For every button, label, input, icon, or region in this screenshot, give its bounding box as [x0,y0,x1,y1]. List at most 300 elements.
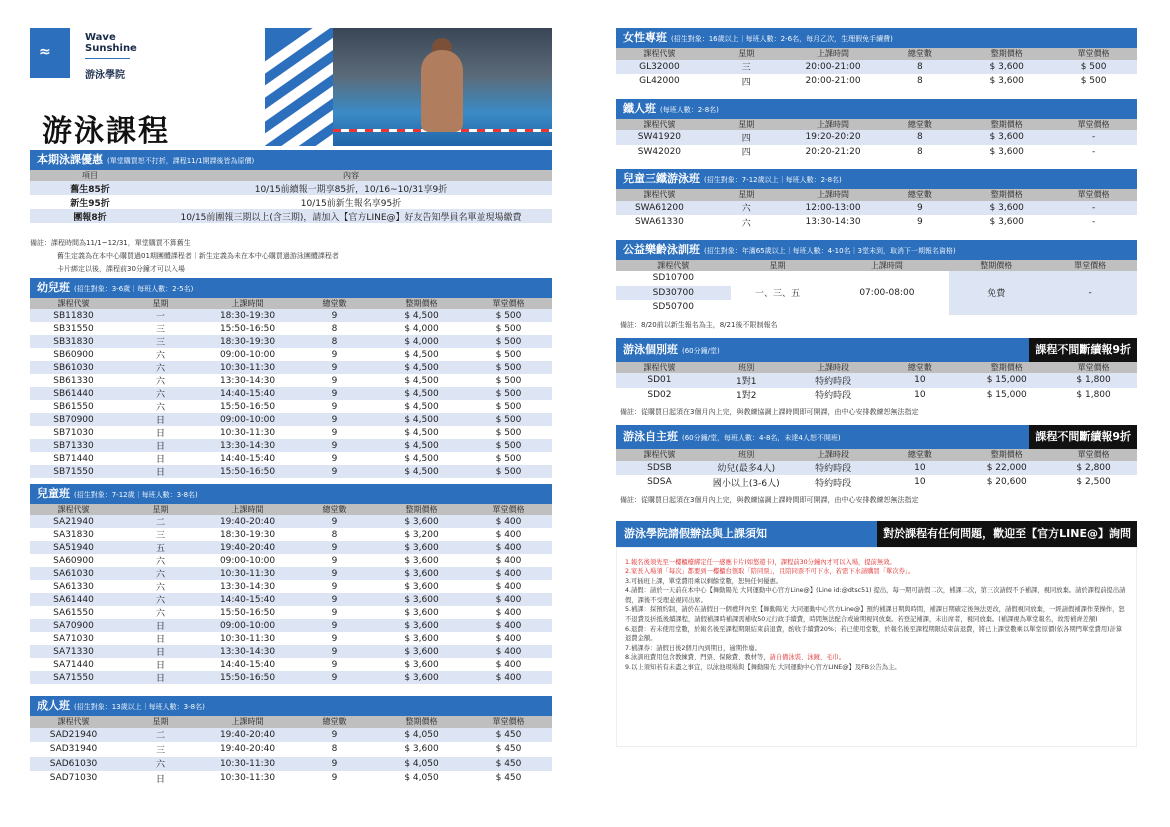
cell: $ 4,500 [378,361,465,374]
table-row [616,130,1137,145]
col-header: 單堂價格 [465,504,552,515]
rule-item: 9.以上須知若有未盡之事宜，以泳池現場與【舞動陽光 大同運動中心官方LINE@】及FB公告為主。 [625,664,901,672]
col-header: 星期 [703,48,790,60]
col-header: 總堂數 [876,189,963,201]
cell: 10:30-11:30 [219,427,276,438]
cell: $ 500 [465,387,552,400]
col-header: 總堂數 [876,48,963,60]
cell: 10 [914,477,926,488]
cell: 一、三、五 [731,271,825,315]
cell: 六 [117,361,204,374]
header [30,28,552,149]
cell: 特約時段 [815,391,852,402]
col-header: 整期價格 [963,189,1050,201]
kids-header [30,278,552,298]
promo-note: 舊生定義為在本中心購買過01期團體課程者｜新生定義為未在本中心購買過游泳團體課程者 [57,252,339,260]
cell: 9 [291,361,378,374]
cell: 10 [876,461,963,476]
wave-logo-icon: ≈ [30,28,70,78]
cell: 13:30-14:30 [219,375,276,386]
cell: $ 500 [1050,60,1137,75]
cell: 15:50-16:50 [219,607,276,618]
cell: $ 500 [465,335,552,348]
private-title: 游泳個別班 [623,342,678,356]
cell: $ 15,000 [986,389,1027,400]
cell: 六 [741,218,751,229]
cell: $ 3,600 [963,201,1050,216]
col-header: 總堂數 [876,119,963,131]
cell: SW41920 [616,130,703,145]
private-table [616,362,1137,403]
cell: 三 [155,325,165,335]
cell: 9 [291,309,378,322]
brand-name [85,32,137,54]
cell: 新生95折 [70,198,110,209]
tri-title: 兒童三鐵游泳班 [623,172,700,185]
col-header: 課程代號 [616,48,703,60]
cell: 三 [117,335,204,348]
cell: $ 4,500 [404,401,439,412]
cell: 9 [331,401,338,412]
cell: $ 4,500 [378,465,465,478]
cell: - [1050,201,1137,216]
table-row [30,309,552,322]
cell: 9 [291,567,378,580]
cell: 二 [117,728,204,743]
cell: SDSB [616,461,703,476]
cell: $ 1,800 [1050,373,1137,388]
cell: SA61550 [53,607,94,618]
table-row [30,374,552,387]
cell: $ 15,000 [963,373,1050,388]
col-header: 整期價格 [378,504,465,515]
table-row [30,567,552,580]
table-row [30,658,552,671]
cell: $ 3,600 [404,659,439,670]
cell: 9 [331,773,338,784]
cell: $ 4,000 [378,335,465,348]
kids-title: 幼兒班 [37,281,70,294]
cell: 日 [117,645,204,658]
cell: 1對1 [703,373,790,388]
adult-header [30,696,552,716]
independent-table [616,449,1137,490]
cell: SD50700 [616,300,731,315]
cell: $ 4,500 [378,439,465,452]
cell: SA21940 [30,515,117,528]
cell: 日 [155,635,165,645]
cell: 日 [155,455,165,465]
cell: $ 4,500 [404,375,439,386]
women-table [616,48,1137,89]
col-header: 上課時間 [204,504,291,515]
cell: $ 4,500 [378,413,465,426]
cell: $ 400 [465,671,552,684]
private-header [616,338,1137,362]
cell: $ 1,800 [1076,389,1111,400]
cell: 10/15前新生報名享95折 [300,198,402,209]
cell: SDSA [647,477,672,488]
cell: 10:30-11:30 [204,567,291,580]
tri-table [616,189,1137,230]
independent-subtitle: (60分鐘/堂，每班人數：4-8名，未達4人恕不開班) [682,434,841,442]
cell: $ 500 [495,453,522,464]
cell: 舊生85折 [30,181,150,195]
cell: 9 [291,465,378,478]
cell: 09:00-10:00 [219,555,276,566]
cell: SB71440 [53,453,94,464]
cell: 9 [917,217,923,228]
col-header: 單堂價格 [1050,362,1137,374]
promo-header [30,150,552,170]
col-header: 星期 [703,189,790,201]
cell: 幼兒(最多4人) [703,461,790,476]
women-header [616,28,1137,48]
rules-title: 游泳學院請假辦法與上課須知 [624,526,767,540]
col-header: 整期價格 [963,48,1050,60]
col-header: 星期 [703,119,790,131]
cell: 9 [291,515,378,528]
cell: 四 [741,148,751,159]
cell: 19:40-20:40 [204,515,291,528]
promo-note: 備註：課程時間為11/1~12/31，單堂購買不算舊生 [30,239,191,247]
cell: SB60900 [53,349,94,360]
cell: $ 4,500 [378,309,465,322]
children-subtitle: (招生對象：7-12歲｜每班人數：3-8名) [74,491,198,499]
cell: 10 [914,389,926,400]
col-header: 整期價格 [378,716,465,728]
cell: 10:30-11:30 [219,773,276,784]
children-table [30,504,552,684]
cell: 13:30-14:30 [204,645,291,658]
cell: 18:30-19:30 [204,309,291,322]
cell: 日 [155,429,165,439]
cell: 13:30-14:30 [219,581,276,592]
promo-title: 本期泳課優惠 [37,153,103,166]
cell: $ 450 [495,773,522,784]
cell: $ 3,600 [963,130,1050,145]
cell: $ 500 [465,465,552,478]
right-page [616,28,1137,800]
cell: $ 2,800 [1050,461,1137,476]
cell: SA71030 [53,633,94,644]
table-row [616,74,1137,89]
senior-note: 備註：8/20前以新生報名為主，8/21後不限制報名 [620,320,778,329]
adult-subtitle: (招生對象：13歲以上｜每班人數：3-8名) [74,703,205,711]
tri-header [616,169,1137,189]
cell: 14:40-15:40 [219,453,276,464]
cell: SD01 [616,373,703,388]
cell: 日 [155,661,165,671]
table-row [30,465,552,478]
rule-item-highlight: 請自備泳裝、泳鏡、毛巾。 [769,654,846,662]
cell: 特約時段 [790,461,877,476]
col-header: 單堂價格 [465,298,552,309]
cell: 9 [291,619,378,632]
swimmer-photo [333,28,552,146]
cell: $ 500 [465,413,552,426]
cell: 六 [703,201,790,216]
cell: $ 400 [495,581,522,592]
cell: SA61330 [53,581,94,592]
cell: 10/15前續報一期享85折，10/16~10/31享9折 [150,181,552,195]
cell: $ 3,600 [378,671,465,684]
brand-line2: Sunshine [85,43,137,54]
cell: 9 [291,671,378,684]
independent-tag: 課程不間斷續報9折 [1029,425,1137,449]
cell: 09:00-10:00 [204,413,291,426]
cell: 10:30-11:30 [204,361,291,374]
table-row [30,413,552,426]
cell: 日 [117,619,204,632]
cell: 19:40-20:40 [204,728,291,743]
cell: 三 [703,60,790,75]
table-row [30,400,552,413]
cell: 日 [117,465,204,478]
col-header: 整期價格 [963,119,1050,131]
table-row [30,554,552,567]
cell: 二 [117,515,204,528]
table-row [30,541,552,554]
cell: 8 [917,76,923,87]
cell: SA51940 [30,541,117,554]
cell: 六 [155,557,165,567]
col-header: 單堂價格 [465,716,552,728]
cell: 9 [331,349,338,360]
cell: $ 400 [465,593,552,606]
kids-table [30,298,552,478]
cell: $ 20,600 [986,477,1027,488]
table-row [30,335,552,348]
col-header: 課程代號 [30,504,117,515]
col-header: 整期價格 [949,260,1043,272]
cell: SB61550 [53,401,94,412]
cell: 19:40-20:40 [204,541,291,554]
col-header: 總堂數 [291,504,378,515]
iron-table [616,119,1137,160]
cell: 12:00-13:00 [790,201,877,216]
cell: 六 [155,583,165,593]
col-header: 單堂價格 [1050,119,1137,131]
cell: 特約時段 [815,478,852,489]
cell: $ 3,600 [378,567,465,580]
col-header: 總堂數 [876,362,963,374]
cell: $ 400 [465,541,552,554]
table-row [30,439,552,452]
independent-note: 備註：從購買日起須在3個月內上完，與教練協調上課時間即可開課，由中心安排教練恕無法指定 [620,495,919,504]
senior-table [616,260,1137,315]
cell: 五 [117,541,204,554]
cell: SWA61330 [634,217,684,228]
cell: SB70900 [30,413,117,426]
cell: $ 400 [465,567,552,580]
cell: SA31830 [53,529,94,540]
independent-header [616,425,1137,449]
cell: SB61330 [53,375,94,386]
cell: SA60900 [53,555,94,566]
cell: $ 4,050 [378,757,465,772]
col-header: 課程代號 [30,716,117,728]
rule-item: 2.家長入場須「每次」都要到一樓櫃台領取「陪同票」，且陪同票不可下水，若需下水請購買「單次券」。 [625,568,915,576]
cell: 9 [291,541,378,554]
col-header: 單堂價格 [1050,48,1137,60]
col-header: 上課時間 [790,189,877,201]
cell: 8 [331,323,338,334]
iron-header [616,99,1137,119]
col-header: 項目 [30,170,150,181]
cell: SB71030 [53,427,94,438]
private-tag: 課程不間斷續報9折 [1029,338,1137,362]
cell: 18:30-19:30 [219,529,276,540]
promo-subtitle: (單堂購買恕不打折，課程11/1開課後皆為原價) [107,157,255,165]
cell: 國小以上(3-6人) [712,478,780,489]
cell: $ 3,600 [404,581,439,592]
cell: 六 [117,757,204,772]
col-header: 上課時段 [790,449,877,461]
cell: $ 3,600 [989,217,1024,228]
cell: - [1091,146,1096,157]
col-header: 整期價格 [963,449,1050,461]
cell: 9 [876,201,963,216]
col-header: 課程代號 [616,362,703,374]
cell: 9 [291,387,378,400]
cell: $ 4,500 [378,387,465,400]
cell: SA71440 [53,659,94,670]
col-header: 內容 [150,170,552,181]
cell: 1對2 [736,391,757,402]
cell: 19:40-20:40 [219,744,276,755]
cell: 8 [917,146,923,157]
private-subtitle: (60分鐘/堂) [682,346,720,355]
cell: $ 3,600 [378,619,465,632]
cell: 8 [876,60,963,75]
table-row [30,515,552,528]
cell: 四 [703,130,790,145]
cell: $ 3,600 [404,555,439,566]
rules-header [616,521,1137,547]
rules-body [616,547,1137,747]
table-row [616,461,1137,476]
iron-subtitle: (每班人數：2-8名) [660,105,719,114]
cell: 9 [331,375,338,386]
cell: $ 3,600 [378,593,465,606]
cell: 六 [155,609,165,619]
cell: 六 [155,403,165,413]
col-header: 上課時間 [204,716,291,728]
cell: 9 [331,427,338,438]
cell: $ 400 [465,619,552,632]
cell: SAD61030 [30,757,117,772]
cell: SA70900 [30,619,117,632]
cell: 六 [155,351,165,361]
cell: $ 2,500 [1076,477,1111,488]
table-row [616,373,1137,388]
cell: $ 500 [1080,76,1107,87]
cell: 團報8折 [30,209,150,223]
cell: 13:30-14:30 [805,217,861,228]
independent-title: 游泳自主班 [623,430,678,443]
cell: 8 [331,529,338,540]
cell: $ 400 [495,607,522,618]
iron-title: 鐵人班 [623,101,656,115]
cell: SD10700 [616,271,731,286]
cell: 六 [117,387,204,400]
cell: $ 400 [495,633,522,644]
cell: 9 [331,659,338,670]
rule-item: 4.請假：請於一天前在本中心【舞動陽光 大同運動中心官方Line@】(Line id:@dtsc51) 提出，每一期可請假二次，補課二次，第三次請假不予補課，視同放棄。請於課程前提出請假，課後不受理並視同出席。 [625,587,1126,604]
col-header: 星期 [117,298,204,309]
table-row [30,348,552,361]
table-row [30,426,552,439]
cell: $ 400 [495,555,522,566]
promo-table [30,170,552,223]
cell: $ 4,500 [404,349,439,360]
cell: 9 [331,555,338,566]
women-title: 女性專班 [623,31,667,44]
brand-divider [85,58,130,59]
cell: 19:20-20:20 [790,130,877,145]
col-header: 上課時間 [790,48,877,60]
cell: SB31830 [30,335,117,348]
table-row [616,201,1137,216]
senior-subtitle: (招生對象：年滿65歲以上｜每班人數：4-10名｜3堂未到，取消下一期報名資格) [704,246,956,255]
table-row [30,606,552,619]
cell: $ 500 [495,401,522,412]
cell: $ 3,600 [378,515,465,528]
cell: 07:00-08:00 [824,271,949,315]
left-page [30,28,552,800]
cell: $ 3,600 [989,76,1024,87]
cell: 15:50-16:50 [204,465,291,478]
cell: $ 3,600 [378,645,465,658]
cell: 10 [876,373,963,388]
col-header: 課程代號 [616,260,731,272]
cell: SAD21940 [30,728,117,743]
cell: $ 3,600 [404,607,439,618]
table-row [30,619,552,632]
table-row [30,757,552,772]
cell: 日 [117,439,204,452]
cell: $ 450 [495,744,522,755]
cell: 9 [291,757,378,772]
table-row [616,475,1137,490]
cell: 14:40-15:40 [204,593,291,606]
col-header: 課程代號 [616,119,703,131]
col-header: 上課時間 [824,260,949,272]
cell: $ 3,200 [404,529,439,540]
cell: $ 500 [495,323,522,334]
cell: 15:50-16:50 [204,671,291,684]
col-header: 單堂價格 [1043,260,1137,272]
cell: $ 500 [495,427,522,438]
cell: $ 450 [465,757,552,772]
cell: SB61440 [30,387,117,400]
col-header: 單堂價格 [1050,449,1137,461]
kids-subtitle: (招生對象：3-6歲｜每班人數：2-5名) [74,285,194,293]
cell: 9 [331,581,338,592]
cell: $ 400 [465,515,552,528]
adult-title: 成人班 [37,699,70,712]
children-title: 兒童班 [37,487,70,500]
cell: GL42000 [639,76,680,87]
cell: $ 4,050 [378,728,465,743]
cell: $ 500 [465,309,552,322]
cell: $ 500 [495,375,522,386]
table-row [30,645,552,658]
cell: SD30700 [616,286,731,301]
promo-note: 卡片綁定以後，課程前30分鐘才可以入場 [57,265,185,273]
table-row [616,60,1137,75]
